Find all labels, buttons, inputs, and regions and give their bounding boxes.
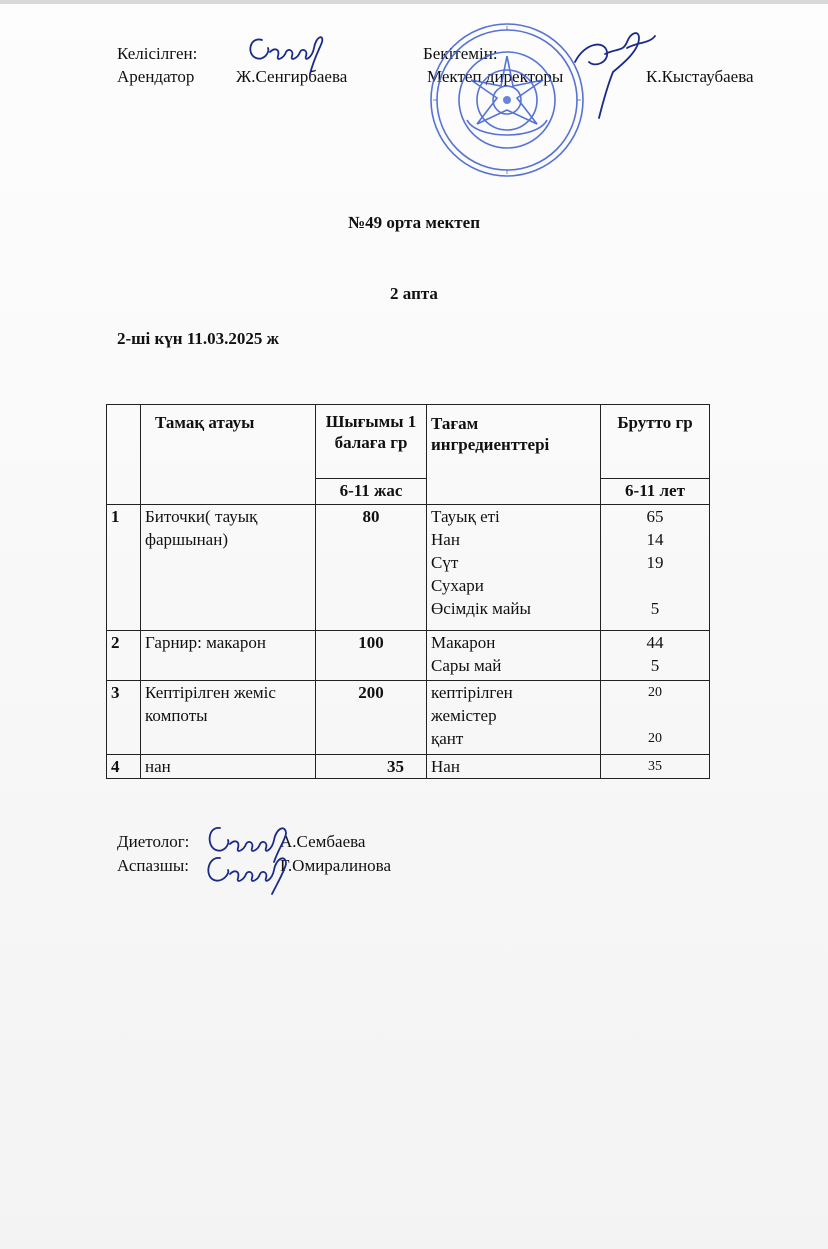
ingredient: жемістер [431, 706, 497, 725]
brutto-value: 65 [646, 507, 664, 526]
brutto-value: 5 [650, 599, 660, 618]
ingredient-list [427, 505, 601, 631]
dish-name: Кептірілген жеміс компоты [141, 681, 316, 755]
header-name: Тамақ атауы [141, 405, 316, 505]
agreed-label: Келісілген: [117, 44, 198, 63]
cook-label: Аспазшы: [117, 856, 189, 875]
dish-name: нан [141, 755, 316, 779]
dish-yield: 200 [316, 681, 427, 755]
table-row [107, 755, 710, 779]
ingredient: Сухари [431, 576, 484, 595]
tenant-name: Ж.Сенгирбаева [236, 67, 348, 86]
ingredient: кептірілген [431, 683, 513, 702]
ingredient: Макарон [431, 633, 496, 652]
dish-yield: 100 [316, 631, 427, 681]
menu-table [106, 404, 710, 779]
ingredient: Өсімдік майы [431, 599, 531, 618]
brutto-value: 5 [650, 656, 660, 675]
brutto-value: 19 [646, 553, 664, 572]
ingredient: Сүт [431, 553, 459, 572]
dish-name: Биточки( тауық фаршынан) [141, 505, 316, 631]
brutto-list [601, 631, 710, 681]
director-signature [565, 22, 665, 122]
school-seal [427, 20, 587, 180]
brutto-value: 14 [646, 530, 664, 549]
dietitian-name: А.Сембаева [280, 832, 366, 851]
row-num: 1 [107, 505, 141, 631]
ingredient: Нан [431, 530, 460, 549]
approved-label: Бекітемін: [423, 44, 498, 63]
ingredient: Сары май [431, 656, 502, 675]
brutto-value: 44 [646, 633, 664, 652]
tenant-label: Арендатор [117, 67, 195, 86]
dish-yield: 35 [316, 755, 427, 779]
director-name: К.Кыстаубаева [646, 67, 754, 86]
ingredient-list [427, 681, 601, 755]
table-header-row [107, 405, 710, 479]
brutto-value: 20 [648, 685, 662, 700]
scan-edge [0, 0, 828, 4]
ingredient: қант [431, 729, 464, 748]
dish-name: Гарнир: макарон [141, 631, 316, 681]
ingredient-list [427, 755, 601, 779]
brutto-list [601, 755, 710, 779]
header-brutto: Брутто гр [601, 405, 710, 479]
brutto-value [605, 704, 705, 727]
table-row [107, 681, 710, 755]
brutto-value: 35 [648, 759, 662, 774]
table-row [107, 505, 710, 631]
row-num: 3 [107, 681, 141, 755]
director-label: Мектеп директоры [427, 67, 564, 86]
brutto-list [601, 681, 710, 755]
brutto-list [601, 505, 710, 631]
school-title: №49 орта мектеп [348, 213, 480, 232]
tenant-signature [240, 28, 330, 78]
header-age-yield: 6-11 жас [316, 479, 427, 505]
row-num: 4 [107, 755, 141, 779]
header-num [107, 405, 141, 505]
header-ingredients: Тағам ингредиенттері [427, 405, 601, 505]
dish-yield: 80 [316, 505, 427, 631]
week-label: 2 апта [390, 284, 438, 303]
row-num: 2 [107, 631, 141, 681]
ingredient: Тауық еті [431, 507, 500, 526]
ingredient: Нан [431, 757, 460, 776]
cook-signature [200, 848, 296, 896]
dietitian-label: Диетолог: [117, 832, 190, 851]
header-age-brutto: 6-11 лет [601, 479, 710, 505]
brutto-value: 20 [648, 731, 662, 746]
table-row [107, 631, 710, 681]
cook-name: Г.Омиралинова [280, 856, 392, 875]
day-date: 2-ші күн 11.03.2025 ж [117, 329, 279, 348]
header-yield: Шығымы 1 балаға гр [316, 405, 427, 479]
brutto-value [605, 574, 705, 597]
ingredient-list [427, 631, 601, 681]
